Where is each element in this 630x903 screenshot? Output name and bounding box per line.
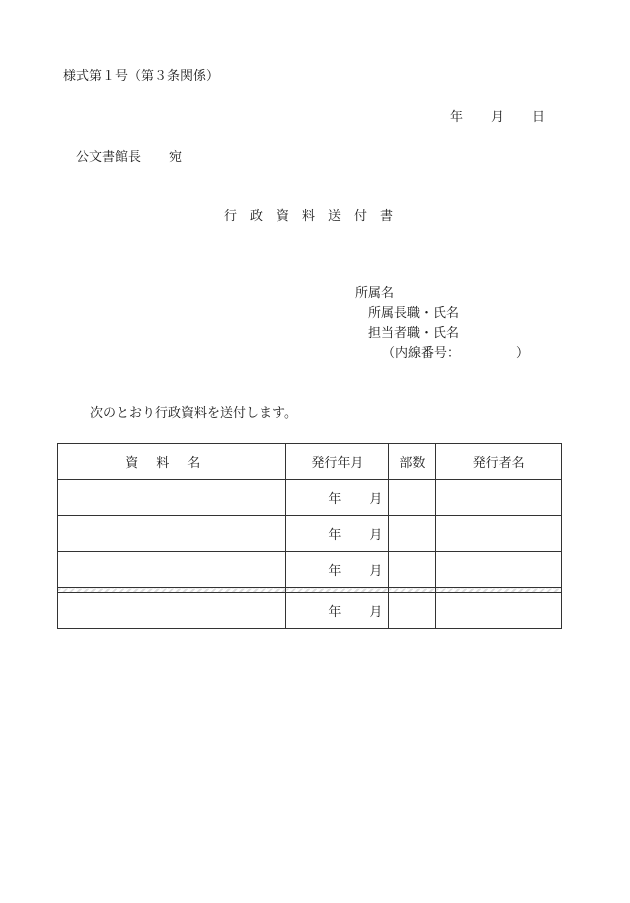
cell-date[interactable] <box>286 516 389 552</box>
cell-name[interactable] <box>58 516 286 552</box>
date-line <box>450 106 545 125</box>
year-label: 年 <box>328 605 342 620</box>
table-header-row <box>58 444 562 480</box>
date-day-label: 日 <box>532 110 546 125</box>
cell-publisher[interactable] <box>436 516 562 552</box>
table-row <box>58 480 562 516</box>
sender-department-head: 所属長職・氏名 <box>368 306 460 321</box>
sender-block <box>355 284 529 364</box>
year-label: 年 <box>328 528 342 543</box>
sender-extension <box>355 344 529 364</box>
sender-contact-person: 担当者職・氏名 <box>368 326 460 341</box>
month-label: 月 <box>369 605 383 620</box>
header-publisher: 発行者名 <box>436 444 562 480</box>
cell-publisher[interactable] <box>436 552 562 588</box>
table-row <box>58 593 562 629</box>
cell-date[interactable] <box>286 552 389 588</box>
cell-name[interactable] <box>58 552 286 588</box>
cell-quantity[interactable] <box>389 552 436 588</box>
cell-quantity[interactable] <box>389 516 436 552</box>
addressee <box>76 146 182 165</box>
date-month-label: 月 <box>491 110 505 125</box>
materials-table <box>57 443 562 629</box>
table-row <box>58 552 562 588</box>
extension-open: （内線番号： <box>382 346 461 361</box>
month-label: 月 <box>369 492 383 507</box>
cell-date[interactable] <box>286 480 389 516</box>
year-label: 年 <box>328 564 342 579</box>
extension-close: ） <box>516 346 530 361</box>
addressee-name: 公文書館長 <box>76 150 142 165</box>
header-quantity: 部数 <box>389 444 436 480</box>
date-year-label: 年 <box>450 110 464 125</box>
month-label: 月 <box>369 528 383 543</box>
document-title: 行政資料送付書 <box>223 209 406 224</box>
header-name: 資料名 <box>58 444 286 480</box>
cell-publisher[interactable] <box>436 593 562 629</box>
cell-publisher[interactable] <box>436 480 562 516</box>
cell-quantity[interactable] <box>389 593 436 629</box>
form-number: 様式第１号（第３条関係） <box>63 69 220 84</box>
header-date: 発行年月 <box>286 444 389 480</box>
addressee-suffix: 宛 <box>169 150 183 165</box>
table-row <box>58 516 562 552</box>
year-label: 年 <box>328 492 342 507</box>
cell-date[interactable] <box>286 593 389 629</box>
intro-text: 次のとおり行政資料を送付します。 <box>90 406 297 421</box>
sender-department: 所属名 <box>355 286 395 301</box>
month-label: 月 <box>369 564 383 579</box>
cell-quantity[interactable] <box>389 480 436 516</box>
cell-name[interactable] <box>58 480 286 516</box>
cell-name[interactable] <box>58 593 286 629</box>
